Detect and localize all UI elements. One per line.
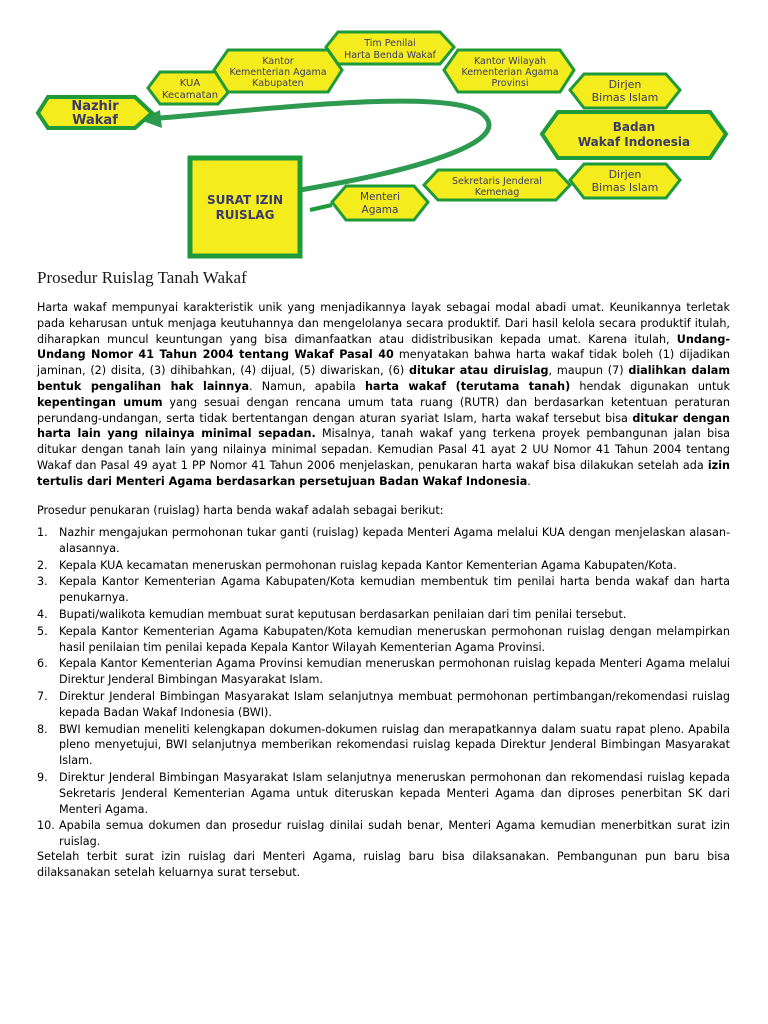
steps-list (37, 525, 730, 851)
para1-text-4: . Namun, apabila (249, 379, 365, 393)
para1-text-6: yang sesuai dengan rencana umum tata ruang (RUTR) dan berdasarkan ketentuan peraturan perundang-undangan, serta tidak bertentangan dengan aturan syariat Islam, harta wakaf tersebut bisa (37, 395, 730, 425)
node-menteri-line1: Menteri (360, 191, 400, 203)
para1-bold-izin: izin tertulis dari Menteri Agama berdasarkan persetujuan Badan Wakaf Indonesia (37, 458, 730, 488)
node-sekretaris-jenderal (424, 170, 570, 200)
node-dirjen2-line2: Bimas Islam (591, 181, 659, 194)
node-sekjen-line2: Kemenag (474, 187, 520, 198)
list-item (37, 770, 730, 817)
node-nazhir-wakaf (38, 97, 152, 128)
step-number: 5. (37, 624, 48, 638)
list-item (37, 574, 730, 606)
node-dirjen-bimas-top (570, 74, 680, 108)
step-number: 2. (37, 558, 48, 572)
node-dirjen1-line2: Bimas Islam (591, 91, 659, 104)
list-item (37, 607, 730, 623)
para1-bold-ditukar: ditukar atau diruislag (409, 364, 549, 378)
step-text: Kepala Kantor Kementerian Agama Kabupaten/Kota kemudian membentuk tim penilai harta benda wakaf dan harta penukarnya. (59, 575, 730, 605)
node-menteri-agama (332, 186, 428, 220)
node-sekjen-line1: Sekretaris Jenderal (452, 176, 542, 187)
list-item (37, 722, 730, 769)
node-dirjen2-line1: Dirjen (608, 168, 642, 181)
para1-text-1: Harta wakaf mempunyai karakteristik unik yang menjadikannya layak sebagai modal abadi umat. Keunikannya terletak pada keharusan untuk menjaga keutuhannya dan mengelolanya secara produktif. Dari hasil kelola secara produktif itulah, diharapkan muncul keuntungan yang bisa dimanfaatkan atau didistribusikan kepada umat. Karena itulah, (37, 301, 730, 346)
node-tim-line2: Harta Benda Wakaf (344, 50, 436, 61)
para1-text-7: Misalnya, tanah wakaf yang terkena proyek pembangunan jalan bisa ditukar dengan tanah lain yang nilainya minimal sepadan. Kemudian Pasal 41 ayat 2 UU Nomor 41 Tahun 2004 tentang Wakaf dan Pasal 49 ayat 1 PP Nomor 41 Tahun 2006 menjelaskan, penukaran harta wakaf bisa dilakukan setelah ada (37, 427, 730, 472)
node-kantor-kemenag-kabupaten (214, 50, 342, 92)
node-nazhir-line1: Nazhir (71, 99, 119, 114)
step-text: BWI kemudian meneliti kelengkapan dokumen-dokumen ruislag dan merapatkannya dalam suatu rapat pleno. Apabila pleno menyetujui, BWI selanjutnya memberikan rekomendasi ruislag kepada Direktur Jenderal Bimbingan Masyarakat Islam. (59, 722, 730, 768)
step-number: 3. (37, 575, 48, 589)
intro-paragraph (37, 300, 730, 490)
node-kua-line2: Kecamatan (161, 90, 219, 101)
node-dirjen-bimas-bottom (570, 164, 680, 198)
steps-intro: Prosedur penukaran (ruislag) harta benda wakaf adalah sebagai berikut: (37, 504, 444, 517)
node-kantor-kab-line3: Kabupaten (252, 78, 304, 89)
step-text: Direktur Jenderal Bimbingan Masyarakat Islam selanjutnya meneruskan permohonan dan rekomendasi ruislag kepada Sekretaris Jenderal Kementerian Agama untuk diteruskan kepada Menteri Agama dan diproses penerbitan SK dari Menteri Agama. (59, 770, 730, 816)
step-text: Kepala KUA kecamatan meneruskan permohonan ruislag kepada Kantor Kementerian Agama Kabupaten/Kota. (59, 558, 677, 572)
ruislag-flow-diagram (0, 0, 768, 262)
step-number: 10. (37, 819, 55, 833)
node-tim-penilai (326, 32, 454, 64)
node-kanwil-line2: Kementerian Agama (461, 67, 559, 78)
node-tim-line1: Tim Penilai (364, 38, 416, 49)
node-bwi-line1: Badan (612, 120, 656, 134)
list-item (37, 525, 730, 557)
para1-bold-kepentingan: kepentingan umum (37, 395, 163, 409)
node-bwi-line2: Wakaf Indonesia (577, 135, 691, 149)
page-title: Prosedur Ruislag Tanah Wakaf (37, 268, 247, 287)
step-number: 6. (37, 657, 48, 671)
node-kua-line1: KUA (179, 78, 201, 89)
node-kantor-kab-line2: Kementerian Agama (229, 67, 327, 78)
step-number: 9. (37, 770, 48, 784)
list-item (37, 624, 730, 656)
arrow-menteri-to-surat (310, 205, 332, 210)
step-number: 1. (37, 526, 48, 539)
node-kanwil-line1: Kantor Wilayah (473, 56, 547, 67)
node-badan-wakaf-indonesia (542, 112, 726, 158)
para1-text-2: menyatakan bahwa harta wakaf tidak boleh (1) dijadikan jaminan, (2) disita, (3) dihibahkan, (4) dijual, (5) diwariskan, (6) (37, 348, 730, 378)
node-surat-izin-ruislag (190, 158, 300, 256)
list-item (37, 689, 730, 721)
node-dirjen1-line1: Dirjen (608, 78, 642, 91)
step-text: Kepala Kantor Kementerian Agama Kabupaten/Kota kemudian meneruskan permohonan ruislag dengan melampirkan hasil penilaian tim penilai kepada Kepala Kantor Wilayah Kementerian Agama Provinsi. (59, 624, 730, 654)
step-text: Nazhir mengajukan permohonan tukar ganti (ruislag) kepada Menteri Agama melalui KUA dengan menjelaskan alasan-alasannya. (59, 526, 730, 555)
step-number: 7. (37, 689, 48, 703)
node-kanwil-line3: Provinsi (491, 78, 529, 89)
step-text: Bupati/walikota kemudian membuat surat keputusan berdasarkan penilaian dari tim penilai tersebut. (59, 607, 627, 621)
step-number: 4. (37, 607, 48, 621)
list-item (37, 558, 730, 574)
node-nazhir-line2: Wakaf (72, 113, 118, 128)
para1-bold-dialihkan: dialihkan dalam bentuk pengalihan hak lainnya (37, 364, 731, 393)
node-kantor-kab-line1: Kantor (262, 56, 294, 67)
list-item (37, 656, 730, 688)
step-text: Direktur Jenderal Bimbingan Masyarakat Islam selanjutnya membuat permohonan pertimbangan/rekomendasi ruislag kepada Badan Wakaf Indonesia (BWI). (59, 689, 730, 719)
para1-text-8: . (527, 474, 531, 488)
para1-text-3: , maupun (7) (548, 364, 629, 378)
node-surat-line1: SURAT IZIN (206, 193, 284, 207)
step-text: Kepala Kantor Kementerian Agama Provinsi kemudian meneruskan permohonan ruislag kepada Menteri Agama melalui Direktur Jenderal Bimbingan Masyarakat Islam. (59, 657, 730, 687)
para1-text-5: hendak digunakan untuk (570, 379, 730, 393)
para1-bold-uu: Undang-Undang Nomor 41 Tahun 2004 tentang Wakaf Pasal 40 (37, 332, 730, 362)
para1-bold-harta: harta wakaf (terutama tanah) (364, 379, 571, 393)
closing-paragraph: Setelah terbit surat izin ruislag dari Menteri Agama, ruislag baru bisa dilaksanakan. Pembangunan pun baru bisa dilaksanakan setelah keluarnya surat tersebut. (37, 850, 730, 879)
node-kantor-wilayah (444, 50, 574, 92)
step-text: Apabila semua dokumen dan prosedur ruislag dinilai sudah benar, Menteri Agama kemudian menerbitkan surat izin ruislag. (59, 819, 730, 849)
node-menteri-line2: Agama (361, 204, 399, 216)
list-item (37, 818, 730, 850)
step-number: 8. (37, 722, 48, 736)
para1-bold-sepadan: ditukar dengan harta lain yang nilainya minimal sepadan. (37, 411, 730, 441)
node-surat-line2: RUISLAG (215, 208, 275, 222)
